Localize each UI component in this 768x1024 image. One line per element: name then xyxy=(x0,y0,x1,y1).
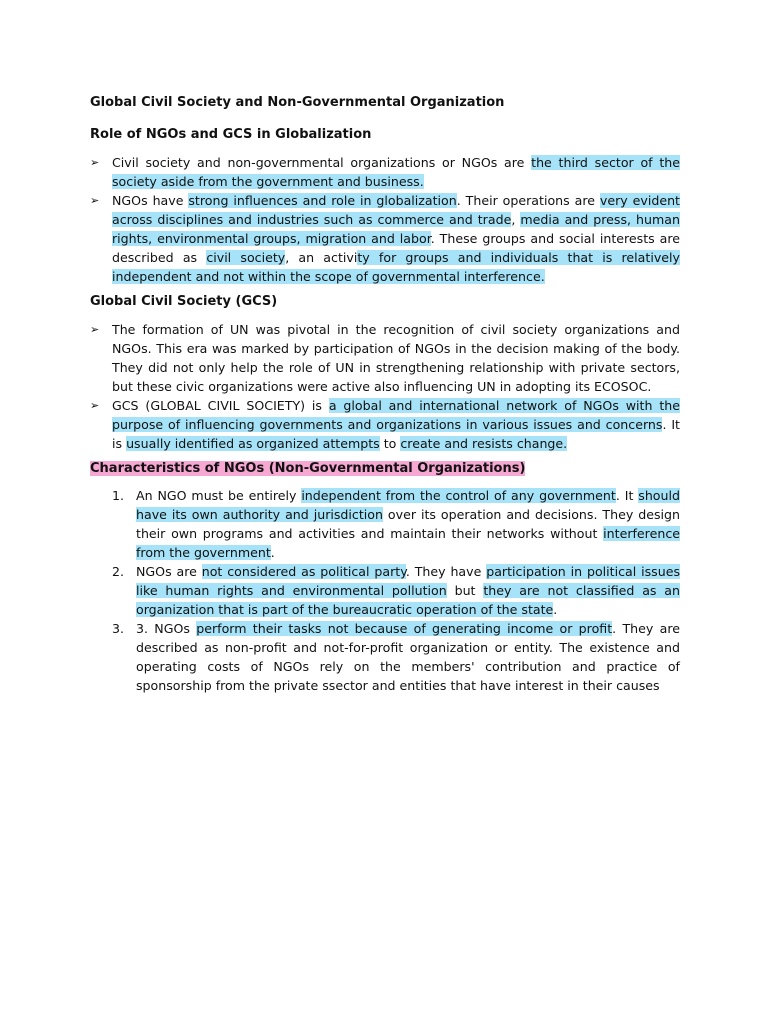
arrowhead-bullet-icon: ➢ xyxy=(90,399,100,412)
highlighted-text: usually identified as organized attempts xyxy=(126,436,380,451)
highlighted-text: should have its own authority and jurisdiction xyxy=(136,488,680,522)
bullet-list-gcs xyxy=(90,320,680,453)
numbered-item xyxy=(112,619,680,695)
highlighted-text: strong influences and role in globalization xyxy=(188,193,457,208)
bullet-item xyxy=(90,320,680,396)
bullet-item xyxy=(90,153,680,191)
section-heading-characteristics-text: Characteristics of NGOs (Non-Governmental Organizations) xyxy=(90,461,526,476)
text-run: to xyxy=(379,436,401,451)
highlighted-text: ty for groups and individuals that is relatively independent and not within the scope of governmental interference. xyxy=(112,250,680,284)
highlighted-text: not considered as political party xyxy=(201,564,406,579)
text-run: . They are described as non-profit and not-for-profit organization or entity. The existence and operating costs of NGOs rely on the members' contribution and practice of sponsorship from the private ssector and entities that have interest in their causes xyxy=(136,621,680,693)
highlighted-text: the third sector of the society aside from the government and business. xyxy=(112,155,680,189)
list-number: 3. xyxy=(112,621,125,636)
text-run: but xyxy=(446,583,484,598)
highlighted-text: participation in political issues like human rights and environmental pollution xyxy=(136,564,681,598)
highlighted-text: perform their tasks not because of generating income or profit xyxy=(196,621,613,636)
bullet-item xyxy=(90,396,680,453)
text-run: . Their operations are xyxy=(456,193,600,208)
section-heading-role: Role of NGOs and GCS in Globalization xyxy=(90,127,372,142)
text-run: 3. NGOs xyxy=(136,621,197,636)
arrowhead-bullet-icon: ➢ xyxy=(90,194,100,207)
highlighted-text: media and press, human rights, environmental groups, migration and labor xyxy=(112,212,680,246)
bullet-item xyxy=(90,191,680,286)
list-number: 1. xyxy=(112,488,125,503)
text-run: NGOs have xyxy=(112,193,189,208)
text-run: . These groups and social interests are described as xyxy=(112,231,680,265)
arrowhead-bullet-icon: ➢ xyxy=(90,156,100,169)
text-run: Civil society and non-governmental organizations or NGOs are xyxy=(112,155,532,170)
text-run: , an activi xyxy=(285,250,358,265)
numbered-item xyxy=(112,486,680,562)
arrowhead-bullet-icon: ➢ xyxy=(90,323,100,336)
highlighted-text: interference from the government xyxy=(136,526,680,560)
highlighted-text: very evident across disciplines and industries such as commerce and trade xyxy=(112,193,680,227)
document-title: Global Civil Society and Non-Governmental Organization xyxy=(90,95,505,110)
highlighted-text: civil society xyxy=(206,250,286,265)
text-run: An NGO must be entirely xyxy=(136,488,302,503)
numbered-list-characteristics xyxy=(90,486,680,695)
text-run: The formation of UN was pivotal in the recognition of civil society organizations and NGOs. This era was marked by participation of NGOs in the decision making of the body. They did not only help the role of UN in strengthening relationship with private sectors, but these civic organizations were active also influencing UN in adopting its ECOSOC. xyxy=(112,322,680,394)
list-number: 2. xyxy=(112,564,125,579)
text-run: . It is xyxy=(112,417,680,451)
bullet-list-role xyxy=(90,153,680,286)
numbered-item xyxy=(112,562,681,619)
highlighted-text: create and resists change. xyxy=(400,436,568,451)
highlighted-text: independent from the control of any government xyxy=(301,488,616,503)
section-heading-characteristics xyxy=(90,459,680,478)
text-run: . They have xyxy=(405,564,487,579)
text-run: , xyxy=(511,212,521,227)
text-run: GCS (GLOBAL CIVIL SOCIETY) is xyxy=(112,398,329,413)
highlighted-text: they are not classified as an organization that is part of the bureaucratic operation of the state xyxy=(136,583,681,617)
section-heading-gcs: Global Civil Society (GCS) xyxy=(90,294,278,309)
text-run: NGOs are xyxy=(136,564,202,579)
text-run: over its operation and decisions. They design their own programs and activities and maintain their networks without xyxy=(136,507,680,541)
text-run: . It xyxy=(615,488,639,503)
highlighted-text: a global and international network of NGOs with the purpose of influencing governments and organizations in various issues and concerns xyxy=(112,398,680,432)
text-run: . xyxy=(553,602,558,617)
text-run: . xyxy=(270,545,275,560)
